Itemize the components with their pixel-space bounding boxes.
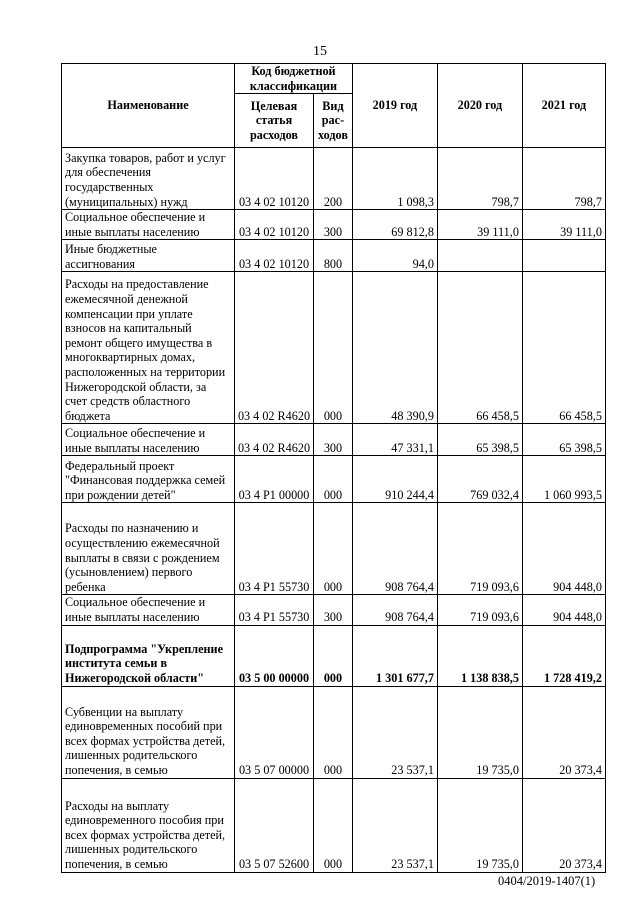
table-row [62,272,606,424]
row-name: Расходы на выплату единовременного пособия при всех формах устройства детей, лишенных родительского попечения, в семью [62,778,235,872]
row-target-code: 03 5 00 00000 [235,625,314,686]
row-name: Подпрограмма "Укрепление института семьи в Нижегородской области" [62,625,235,686]
row-target-code: 03 5 07 52600 [235,778,314,872]
row-expense-type: 000 [314,503,353,595]
header-name: Наименование [62,64,235,148]
row-value-2020: 65 398,5 [437,424,522,456]
header-type: Вид рас-ходов [314,94,353,148]
header-2020: 2020 год [437,64,522,148]
row-value-2019: 23 537,1 [352,778,437,872]
row-expense-type: 800 [314,240,353,272]
table-row [62,240,606,272]
row-name: Расходы на предоставление ежемесячной денежной компенсации при уплате взносов на капитальный ремонт общего имущества в многоквартирных домах, расположенных на территории Нижегородской области, за счет средств областного бюджета [62,272,235,424]
row-value-2019: 47 331,1 [352,424,437,456]
header-2019: 2019 год [352,64,437,148]
row-target-code: 03 4 02 R4620 [235,424,314,456]
document-code: 0404/2019-1407(1) [498,874,596,888]
row-value-2021: 39 111,0 [522,210,605,240]
row-name: Социальное обеспечение и иные выплаты населению [62,595,235,625]
row-expense-type: 000 [314,272,353,424]
row-target-code: 03 4 P1 00000 [235,456,314,503]
row-value-2019: 23 537,1 [352,686,437,778]
row-value-2021: 65 398,5 [522,424,605,456]
row-expense-type: 000 [314,625,353,686]
table-row [62,210,606,240]
table-row [62,595,606,625]
row-value-2020 [437,240,522,272]
row-name: Социальное обеспечение и иные выплаты населению [62,210,235,240]
row-value-2021: 1 728 419,2 [522,625,605,686]
row-value-2021: 1 060 993,5 [522,456,605,503]
row-value-2021: 904 448,0 [522,503,605,595]
row-value-2020: 719 093,6 [437,595,522,625]
row-value-2020: 769 032,4 [437,456,522,503]
row-name: Субвенции на выплату единовременных пособий при всех формах устройства детей, лишенных родительского попечения, в семью [62,686,235,778]
row-expense-type: 300 [314,595,353,625]
row-value-2021: 20 373,4 [522,686,605,778]
row-value-2020: 66 458,5 [437,272,522,424]
row-value-2019: 1 098,3 [352,148,437,210]
row-value-2021: 798,7 [522,148,605,210]
row-value-2019: 908 764,4 [352,595,437,625]
header-2021: 2021 год [522,64,605,148]
table-row [62,503,606,595]
row-target-code: 03 5 07 00000 [235,686,314,778]
table-row [62,625,606,686]
row-value-2020: 39 111,0 [437,210,522,240]
header-kbk: Код бюджетной классификации [235,64,353,94]
row-value-2021 [522,240,605,272]
row-value-2021: 66 458,5 [522,272,605,424]
page-number: 15 [313,44,327,59]
row-value-2019: 908 764,4 [352,503,437,595]
row-name: Социальное обеспечение и иные выплаты населению [62,424,235,456]
row-value-2019: 69 812,8 [352,210,437,240]
row-expense-type: 000 [314,686,353,778]
header-target: Целевая статья расходов [235,94,314,148]
row-value-2020: 19 735,0 [437,778,522,872]
row-target-code: 03 4 P1 55730 [235,503,314,595]
table-row [62,148,606,210]
row-name: Расходы по назначению и осуществлению ежемесячной выплаты в связи с рождением (усыновлением) первого ребенка [62,503,235,595]
row-value-2020: 798,7 [437,148,522,210]
row-expense-type: 300 [314,210,353,240]
row-name: Закупка товаров, работ и услуг для обеспечения государственных (муниципальных) нужд [62,148,235,210]
row-value-2020: 719 093,6 [437,503,522,595]
row-value-2021: 904 448,0 [522,595,605,625]
row-target-code: 03 4 02 R4620 [235,272,314,424]
row-expense-type: 000 [314,778,353,872]
row-target-code: 03 4 02 10120 [235,210,314,240]
row-target-code: 03 4 P1 55730 [235,595,314,625]
row-expense-type: 300 [314,424,353,456]
row-value-2021: 20 373,4 [522,778,605,872]
row-expense-type: 000 [314,456,353,503]
row-name: Иные бюджетные ассигнования [62,240,235,272]
table-row [62,456,606,503]
row-value-2019: 48 390,9 [352,272,437,424]
row-target-code: 03 4 02 10120 [235,240,314,272]
row-value-2019: 1 301 677,7 [352,625,437,686]
row-value-2020: 1 138 838,5 [437,625,522,686]
table-row [62,424,606,456]
table-row [62,778,606,872]
row-value-2019: 94,0 [352,240,437,272]
row-target-code: 03 4 02 10120 [235,148,314,210]
budget-table [61,63,606,873]
row-value-2020: 19 735,0 [437,686,522,778]
row-name: Федеральный проект "Финансовая поддержка семей при рождении детей" [62,456,235,503]
table-row [62,686,606,778]
row-value-2019: 910 244,4 [352,456,437,503]
row-expense-type: 200 [314,148,353,210]
table-body [62,148,606,872]
